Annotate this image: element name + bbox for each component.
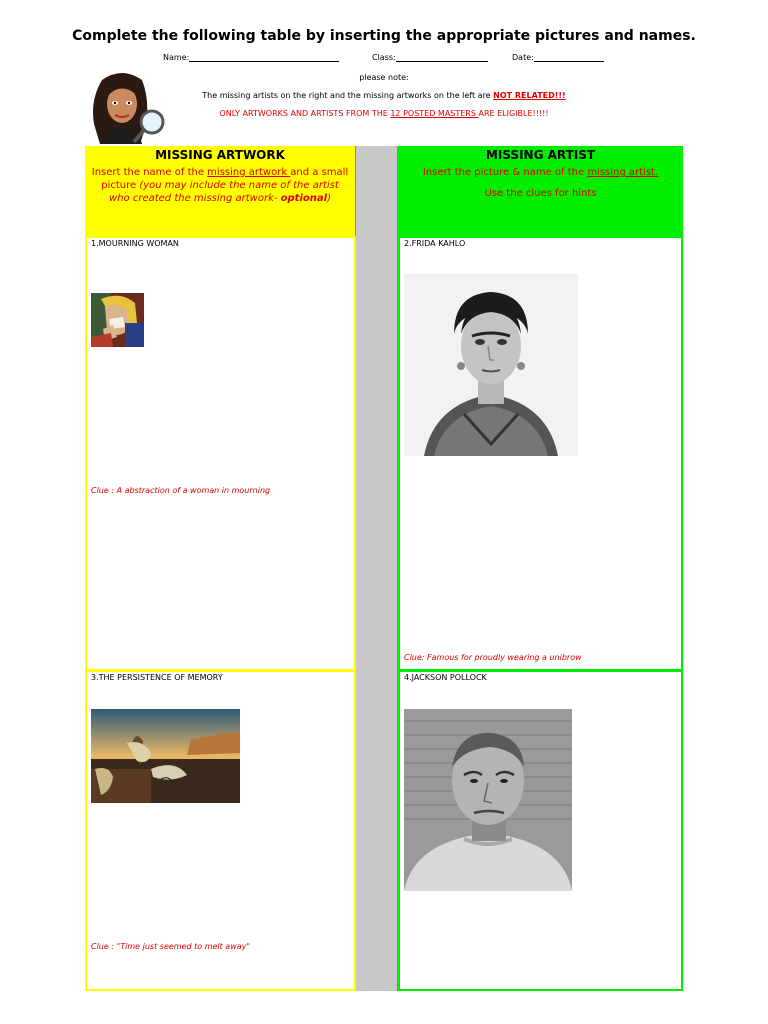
cell-4-label: 4.JACKSON POLLOCK <box>404 673 487 682</box>
not-related-emphasis: NOT RELATED!!! <box>493 91 566 100</box>
missing-artwork-title: MISSING ARTWORK <box>155 148 285 162</box>
missing-artwork-instructions <box>85 166 355 205</box>
class-field[interactable] <box>372 53 488 62</box>
missing-artist-title: MISSING ARTIST <box>485 148 596 162</box>
note-line-2 <box>0 109 768 118</box>
name-label: Name: <box>163 53 190 62</box>
date-field[interactable] <box>512 53 604 62</box>
mourning-woman-picture <box>91 293 144 347</box>
page-title: Complete the following table by inserting the appropriate pictures and names. <box>72 28 696 44</box>
cell-3-label: 3.THE PERSISTENCE OF MEMORY <box>91 673 223 682</box>
note-line-2-c: ARE ELIGIBLE!!!!! <box>478 109 549 118</box>
cell-mourning-woman[interactable] <box>85 236 356 671</box>
cell-1-label: 1.MOURNING WOMAN <box>91 239 179 248</box>
cell-2-label: 2.FRIDA KAHLO <box>404 239 466 248</box>
instr-e: optional <box>280 193 328 204</box>
artist-instr-a: Insert the picture & name of the <box>422 167 588 178</box>
note-line-1 <box>0 91 768 100</box>
jackson-pollock-photo <box>404 709 572 891</box>
cell-persistence-of-memory[interactable] <box>85 670 356 991</box>
note-line-1-text: The missing artists on the right and the missing artworks on the left are <box>202 91 494 100</box>
artist-instr-b: missing artist. <box>587 167 659 178</box>
persistence-of-memory-picture <box>91 709 240 803</box>
missing-artist-header <box>398 146 683 236</box>
name-field[interactable] <box>163 53 339 62</box>
note-line-2-a: ONLY ARTWORKS AND ARTISTS FROM THE <box>219 109 391 118</box>
please-note: please note: <box>359 73 409 82</box>
cell-jackson-pollock[interactable] <box>398 670 683 991</box>
date-label: Date: <box>512 53 534 62</box>
instr-f: ) <box>327 193 331 204</box>
gray-divider-column <box>355 146 398 991</box>
note-line-2-b: 12 POSTED MASTERS <box>390 109 479 118</box>
cell-3-clue: Clue : "Time just seemed to melt away" <box>91 942 251 951</box>
cell-frida-kahlo[interactable] <box>398 236 683 671</box>
cell-2-clue: Clue: Famous for proudly wearing a unibrow <box>404 653 582 662</box>
class-label: Class: <box>372 53 396 62</box>
frida-kahlo-photo <box>404 274 578 456</box>
instr-b: missing artwork <box>207 167 291 178</box>
instr-a: Insert the name of the <box>91 167 208 178</box>
instr-d: (you may include the name of the artist who created the missing artwork- <box>109 180 339 204</box>
instr-c: and a small picture <box>101 167 349 191</box>
clue-hint: Use the clues for hints <box>484 188 597 199</box>
cell-1-clue: Clue : A abstraction of a woman in mourning <box>91 486 271 495</box>
missing-artist-instructions <box>398 166 683 179</box>
missing-artwork-header <box>85 146 355 236</box>
